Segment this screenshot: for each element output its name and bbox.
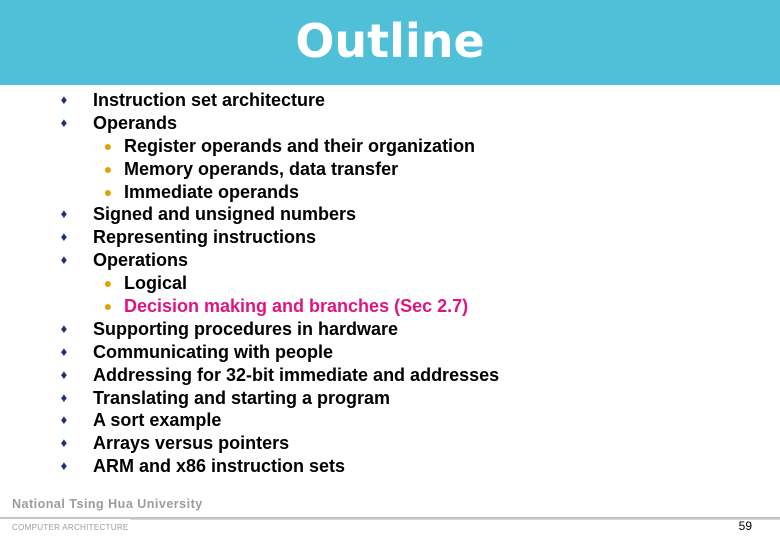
outline-subitem bbox=[0, 158, 780, 181]
outline-item-text: Operations bbox=[93, 250, 189, 271]
slide-title: Outline bbox=[295, 14, 485, 68]
diamond-bullet-icon: ♦ bbox=[60, 435, 68, 451]
outline-item bbox=[0, 226, 780, 249]
outline-item-text: Register operands and their organization bbox=[124, 135, 476, 156]
diamond-bullet-icon: ♦ bbox=[60, 412, 68, 428]
outline-subitem bbox=[0, 272, 780, 295]
outline-item bbox=[0, 249, 780, 272]
outline-subitem bbox=[0, 135, 780, 158]
outline-item-text: Instruction set architecture bbox=[93, 90, 326, 110]
dot-bullet-icon: ● bbox=[103, 160, 113, 177]
diamond-bullet-icon: ♦ bbox=[60, 229, 68, 245]
outline-item bbox=[0, 432, 780, 455]
outline-item bbox=[0, 455, 780, 478]
diamond-bullet-icon: ♦ bbox=[60, 389, 68, 405]
outline-item-text: Decision making and branches (Sec 2.7) bbox=[124, 296, 469, 317]
outline-item bbox=[0, 409, 780, 432]
outline-item bbox=[0, 112, 780, 135]
outline-item bbox=[0, 89, 780, 112]
diamond-bullet-icon: ♦ bbox=[60, 366, 68, 382]
diamond-bullet-icon: ♦ bbox=[60, 343, 68, 359]
university-name: National Tsing Hua University bbox=[12, 497, 203, 511]
outline-item-text: Immediate operands bbox=[124, 181, 300, 202]
diamond-bullet-icon: ♦ bbox=[60, 252, 68, 268]
dot-bullet-icon: ● bbox=[103, 137, 113, 154]
outline-item-text: Addressing for 32-bit immediate and addresses bbox=[93, 364, 500, 385]
diamond-bullet-icon: ♦ bbox=[60, 206, 68, 222]
outline-item bbox=[0, 387, 780, 410]
outline-item-text: ARM and x86 instruction sets bbox=[93, 456, 346, 477]
outline-subitem bbox=[0, 295, 780, 318]
diamond-bullet-icon: ♦ bbox=[60, 92, 68, 107]
outline-item-text: Arrays versus pointers bbox=[93, 433, 290, 454]
footer-divider-thin bbox=[130, 519, 780, 520]
outline-item-text: Operands bbox=[93, 112, 178, 133]
outline-item-text: Memory operands, data transfer bbox=[124, 158, 399, 179]
outline-subitem bbox=[0, 181, 780, 204]
outline-item-text: Representing instructions bbox=[93, 227, 317, 248]
outline-item bbox=[0, 341, 780, 364]
diamond-bullet-icon: ♦ bbox=[60, 320, 68, 336]
outline-item-text: Communicating with people bbox=[93, 341, 334, 362]
outline-item-text: Logical bbox=[124, 273, 188, 294]
outline-item-text: Signed and unsigned numbers bbox=[93, 204, 357, 225]
outline-item bbox=[0, 318, 780, 341]
page-number: 59 bbox=[738, 519, 752, 533]
diamond-bullet-icon: ♦ bbox=[60, 458, 68, 474]
outline-list bbox=[0, 89, 780, 478]
department-name: COMPUTER ARCHITECTURE bbox=[12, 523, 129, 532]
outline-item-text: Supporting procedures in hardware bbox=[93, 318, 399, 339]
diamond-bullet-icon: ♦ bbox=[60, 114, 68, 130]
outline-item bbox=[0, 364, 780, 387]
outline-item bbox=[0, 203, 780, 226]
outline-item-text: Translating and starting a program bbox=[93, 387, 391, 408]
dot-bullet-icon: ● bbox=[103, 298, 113, 315]
outline-item-text: A sort example bbox=[93, 410, 222, 431]
dot-bullet-icon: ● bbox=[103, 183, 113, 200]
dot-bullet-icon: ● bbox=[103, 275, 113, 292]
